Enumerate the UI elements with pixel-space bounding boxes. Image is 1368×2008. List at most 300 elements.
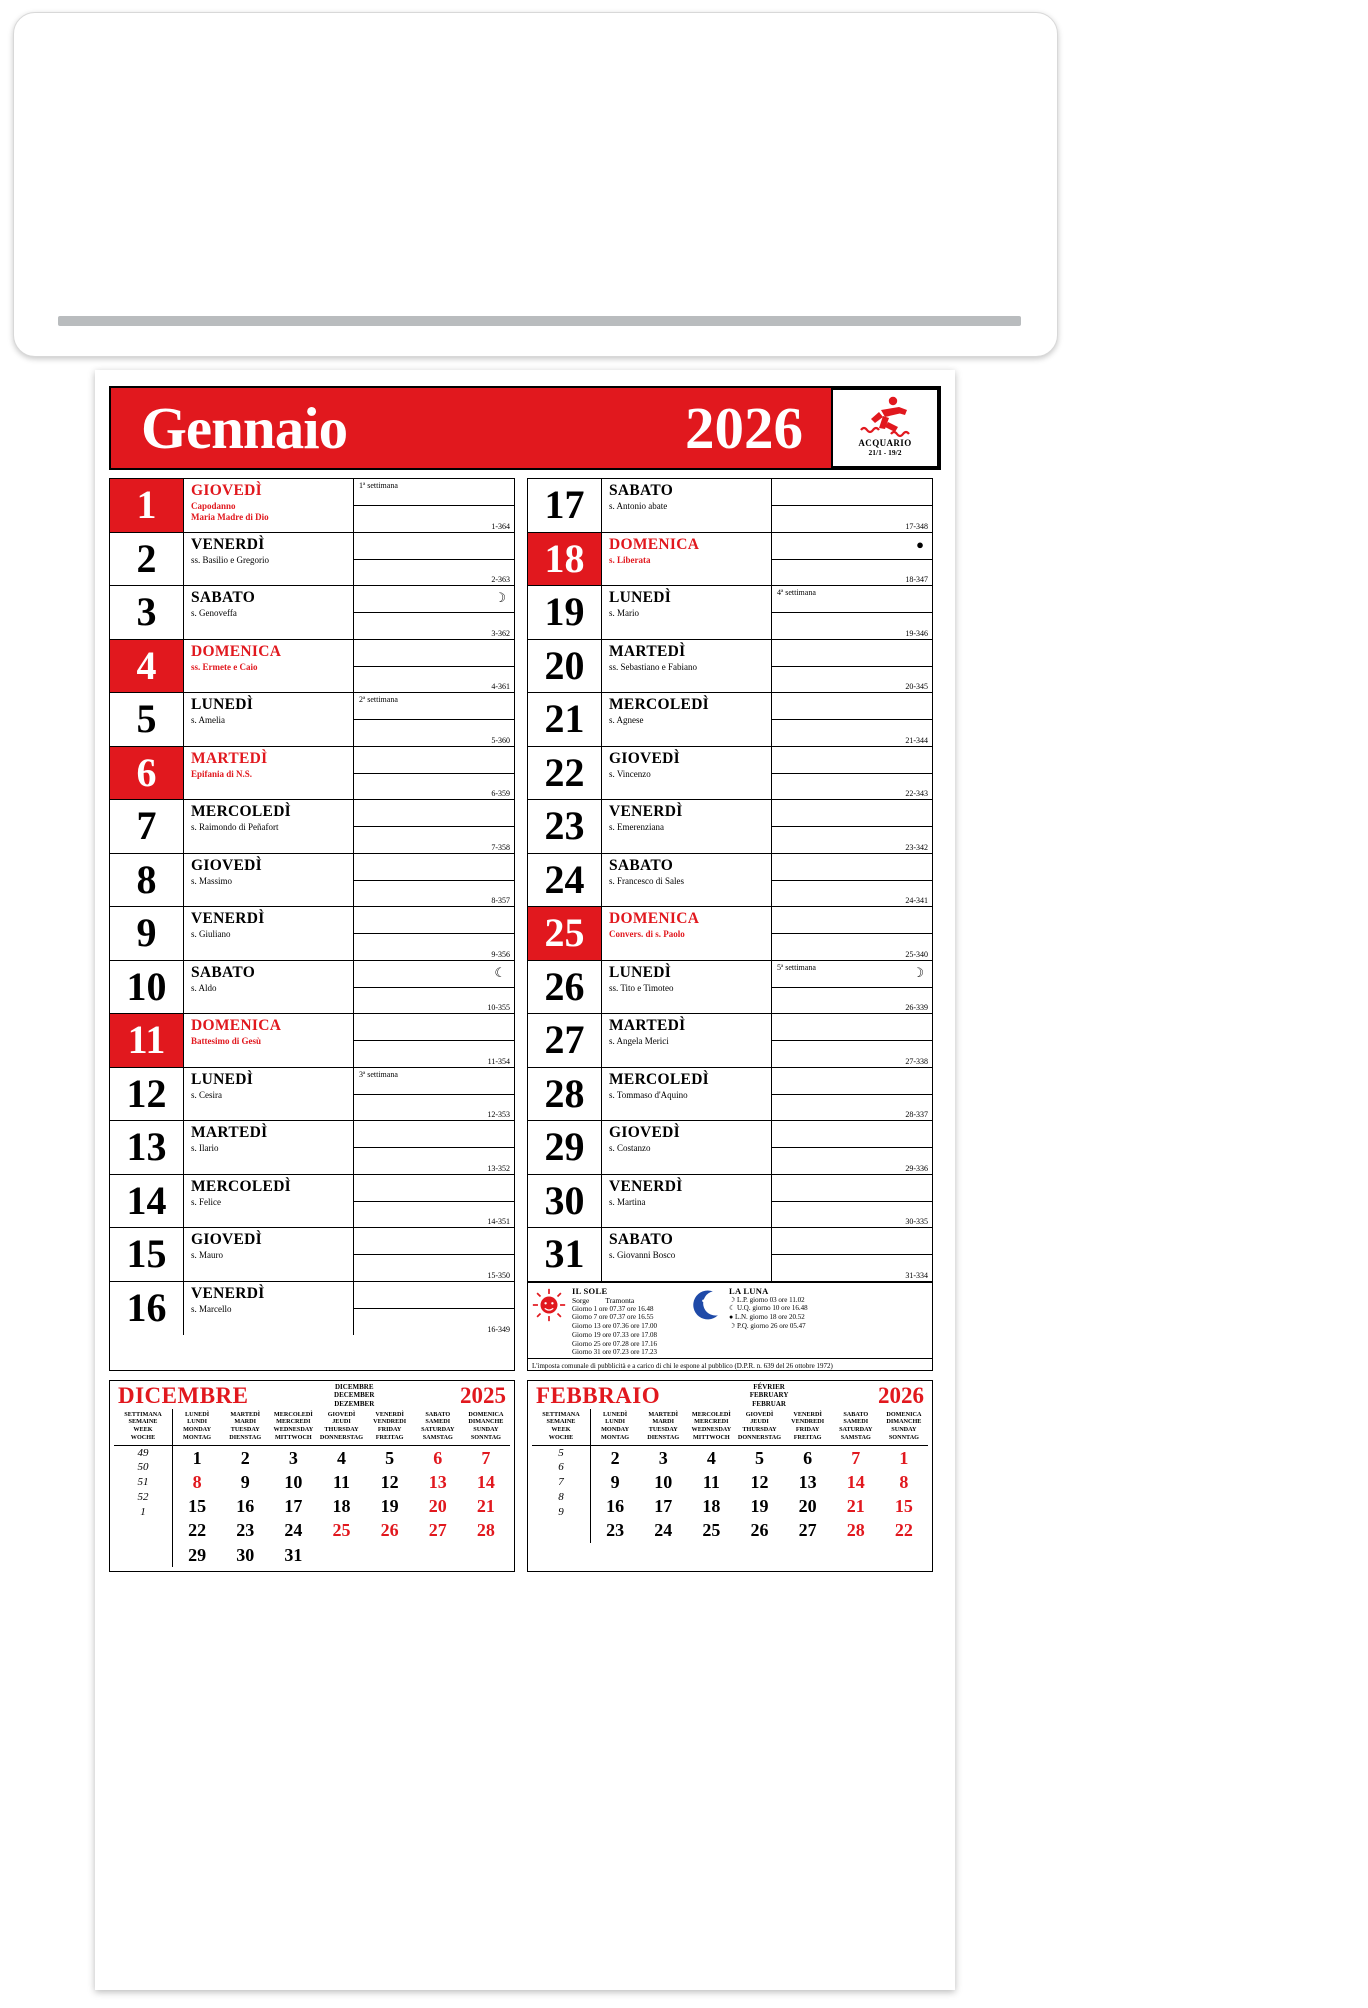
mini-week-column [114, 1409, 172, 1567]
day-row [528, 800, 932, 854]
moon-phase-icon: ☽ [494, 590, 506, 605]
page-title: Gennaio [141, 394, 348, 461]
mini-month-header [110, 1381, 514, 1409]
day-info [184, 1121, 354, 1174]
weekday-label: MARTEDÌ [191, 1124, 268, 1141]
day-progress: 28-337 [905, 1110, 928, 1119]
weekday-label: MERCOLEDÌ [609, 696, 710, 713]
mini-day-cell: 13 [798, 1471, 817, 1492]
mini-day-cell: 26 [380, 1520, 399, 1541]
saint-label: s. Costanzo [609, 1143, 651, 1154]
day-progress: 29-336 [905, 1163, 928, 1173]
zodiac-dates: 21/1 - 19/2 [868, 448, 902, 457]
saint-label: s. Vincenzo [609, 768, 651, 779]
saint-label: s. Martina [609, 1196, 646, 1207]
day-progress: 8-357 [491, 896, 510, 905]
mini-day-cell: 4 [706, 1447, 716, 1468]
weekday-label: VENERDÌ [191, 535, 265, 553]
notes-area[interactable] [354, 533, 514, 586]
day-info [602, 961, 772, 1014]
day-row [110, 479, 514, 533]
saint-label: s. Raimondo di Peñafort [191, 822, 279, 833]
day-info [184, 1228, 354, 1281]
day-progress: 16-349 [487, 1325, 510, 1334]
day-progress: 13-352 [487, 1163, 510, 1173]
notes-area[interactable] [772, 907, 932, 960]
mini-day-cell: 1 [899, 1447, 909, 1468]
day-row [528, 1014, 932, 1068]
mini-day-column [832, 1409, 880, 1543]
note-rule [772, 505, 932, 506]
day-number: 7 [110, 800, 184, 853]
moon-phase-icon: ☾ [494, 964, 506, 980]
day-row [110, 1068, 514, 1122]
week-label: 1ª settimana [359, 481, 398, 490]
day-number: 19 [528, 586, 602, 639]
mini-day-column [639, 1409, 687, 1543]
mini-day-column [366, 1409, 414, 1567]
day-row [110, 1282, 514, 1336]
mini-column-header: LUNEDÌ LUNDI MONDAY MONTAG [173, 1409, 221, 1446]
day-progress: 5-360 [491, 735, 510, 745]
notes-area[interactable] [354, 961, 514, 1014]
day-progress: 1-364 [491, 521, 510, 531]
day-info [602, 1121, 772, 1174]
moon-row: ☽ L.P. giorno 03 ore 11.02 [728, 1295, 805, 1304]
mini-day-column [269, 1409, 317, 1567]
notes-area[interactable] [772, 693, 932, 746]
notes-area[interactable] [354, 693, 514, 746]
saint-label: s. Ilario [191, 1143, 219, 1154]
mini-day-cell: 1 [192, 1447, 202, 1468]
day-progress: 21-344 [905, 735, 928, 745]
mini-day-cell: 18 [332, 1496, 351, 1517]
note-rule [354, 719, 514, 720]
calendar-sheet [95, 370, 955, 1990]
day-row [110, 854, 514, 908]
day-info [184, 747, 354, 800]
moon-row: ● L.N. giorno 18 ore 20.52 [728, 1313, 805, 1321]
note-rule [354, 987, 514, 988]
mini-day-cell: 8 [899, 1471, 909, 1492]
note-rule [772, 826, 932, 827]
day-number: 17 [528, 479, 602, 532]
note-rule [772, 1094, 932, 1095]
day-progress: 2-363 [491, 575, 510, 584]
day-number: 6 [110, 747, 184, 800]
mini-month-name: FEBBRAIO [536, 1382, 661, 1408]
day-info [184, 479, 354, 532]
day-info [602, 640, 772, 693]
notes-area[interactable] [772, 533, 932, 586]
mini-day-cell: 20 [798, 1496, 817, 1517]
mini-day-cell: 23 [236, 1520, 255, 1541]
mini-day-cell: 10 [654, 1471, 673, 1492]
day-progress: 12-353 [487, 1110, 510, 1119]
notes-area[interactable] [772, 800, 932, 853]
note-rule [354, 612, 514, 613]
day-row [110, 961, 514, 1015]
day-info [184, 1282, 354, 1336]
saint-label: Capodanno Maria Madre di Dio [191, 501, 269, 522]
notes-area[interactable] [354, 1014, 514, 1067]
mini-week-number: 50 [137, 1461, 149, 1474]
weekday-label: VENERDÌ [191, 910, 265, 927]
notes-area[interactable] [354, 1282, 514, 1336]
note-rule [354, 1308, 514, 1309]
day-number: 28 [528, 1068, 602, 1121]
sun-row: Giorno 1 ore 07.37 ore 16.48 [572, 1304, 654, 1313]
sun-title: IL SOLE [572, 1285, 608, 1296]
day-row [528, 533, 932, 587]
mini-day-cell: 26 [750, 1520, 769, 1541]
day-row [528, 586, 932, 640]
day-progress: 3-362 [491, 628, 510, 638]
day-row [528, 640, 932, 694]
mini-day-cell: 16 [236, 1496, 255, 1517]
moon-block [723, 1286, 814, 1331]
notes-area[interactable] [354, 907, 514, 960]
mini-week-number: 52 [137, 1491, 149, 1504]
moon-icon [689, 1288, 723, 1322]
day-number: 21 [528, 693, 602, 746]
saint-label: ss. Ermete e Caio [191, 661, 258, 672]
weekday-label: DOMENICA [191, 642, 282, 660]
mini-day-cell: 17 [654, 1496, 673, 1517]
day-row [528, 1175, 932, 1229]
mini-week-number: 49 [137, 1446, 149, 1459]
mini-day-column [784, 1409, 832, 1543]
day-row [110, 1228, 514, 1282]
weekday-label: GIOVEDÌ [191, 1231, 263, 1248]
note-rule [354, 1147, 514, 1148]
day-progress: 4-361 [491, 682, 510, 691]
saint-label: s. Giovanni Bosco [609, 1250, 676, 1261]
notes-area[interactable] [772, 1068, 932, 1121]
sun-row: Giorno 25 ore 07.28 ore 17.16 [572, 1339, 657, 1348]
saint-label: Convers. di s. Paolo [609, 929, 685, 940]
saint-label: s. Massimo [191, 875, 233, 886]
mini-month-name: DICEMBRE [118, 1382, 249, 1408]
mini-week-number: 9 [558, 1505, 564, 1518]
mini-day-cell: 24 [284, 1520, 303, 1541]
sun-col-set: Tramonta [605, 1295, 635, 1305]
sun-col-rise: Sorge [572, 1295, 590, 1305]
day-number: 29 [528, 1121, 602, 1174]
mini-column-header: MARTEDÌ MARDI TUESDAY DIENSTAG [639, 1409, 687, 1446]
day-number: 23 [528, 800, 602, 853]
day-info [602, 854, 772, 907]
mini-month-year: 2025 [460, 1382, 506, 1408]
weekday-label: LUNEDÌ [191, 1070, 254, 1088]
day-number: 15 [110, 1228, 184, 1281]
day-number: 22 [528, 747, 602, 800]
day-progress: 27-338 [905, 1056, 928, 1066]
notes-area[interactable] [354, 747, 514, 800]
day-row [528, 1228, 932, 1282]
mini-column-header: LUNEDÌ LUNDI MONDAY MONTAG [591, 1409, 639, 1446]
notes-area[interactable] [772, 479, 932, 532]
day-info [602, 586, 772, 639]
zodiac-badge [831, 388, 939, 468]
notes-area[interactable] [354, 800, 514, 853]
mini-column-header: SETTIMANA SEMAINE WEEK WOCHE [114, 1409, 172, 1446]
saint-label: s. Liberata [609, 554, 651, 565]
day-info [184, 854, 354, 907]
day-number: 13 [110, 1121, 184, 1174]
moon-rows [729, 1296, 808, 1331]
day-row [528, 961, 932, 1015]
mini-day-cell: 5 [385, 1447, 395, 1468]
day-progress: 7-358 [491, 842, 510, 852]
day-info [184, 961, 354, 1014]
mini-day-cell: 12 [380, 1471, 399, 1492]
note-rule [354, 1201, 514, 1202]
mini-day-cell: 31 [284, 1544, 303, 1565]
day-info [602, 1068, 772, 1121]
mini-day-cell: 25 [332, 1520, 351, 1541]
day-row [528, 1068, 932, 1122]
mini-column-header: SABATO SAMEDI SATURDAY SAMSTAG [832, 1409, 880, 1446]
mini-day-cell: 19 [750, 1496, 769, 1517]
note-rule [772, 880, 932, 881]
weekday-label: MERCOLEDÌ [191, 803, 292, 820]
moon-row: ☽ P.Q. giorno 26 ore 05.47 [728, 1321, 806, 1330]
note-rule [772, 559, 932, 560]
notes-area[interactable] [354, 640, 514, 693]
notes-area[interactable] [772, 854, 932, 907]
mini-month-grid [528, 1409, 932, 1547]
day-row [110, 907, 514, 961]
weekday-label: GIOVEDÌ [609, 749, 681, 767]
mini-day-cell: 18 [702, 1496, 721, 1517]
day-row [110, 747, 514, 801]
mini-column-header: VENERDÌ VENDREDI FRIDAY FREITAG [784, 1409, 832, 1446]
day-info [184, 1068, 354, 1121]
mini-day-cell: 6 [433, 1447, 443, 1468]
mini-week-number: 8 [558, 1491, 564, 1504]
day-progress: 22-343 [905, 789, 928, 798]
note-rule [354, 880, 514, 881]
weekday-label: GIOVEDÌ [191, 482, 263, 499]
mini-day-cell: 9 [240, 1471, 250, 1492]
day-progress: 9-356 [491, 949, 510, 959]
mini-day-cell: 27 [798, 1520, 817, 1541]
day-info [602, 533, 772, 586]
day-number: 2 [110, 533, 184, 586]
notes-area[interactable] [354, 586, 514, 639]
mini-day-column [687, 1409, 735, 1543]
sun-icon [532, 1288, 566, 1322]
weekday-label: DOMENICA [609, 910, 700, 927]
mini-week-number: 5 [558, 1446, 564, 1459]
day-info [602, 1014, 772, 1067]
day-info [184, 693, 354, 746]
day-number: 12 [110, 1068, 184, 1121]
weekday-label: VENERDÌ [191, 1284, 265, 1302]
day-number: 16 [110, 1282, 184, 1336]
day-number: 14 [110, 1175, 184, 1228]
notes-area[interactable] [772, 961, 932, 1014]
note-rule [772, 1040, 932, 1041]
mini-day-cell: 19 [380, 1496, 399, 1517]
mini-day-cell: 17 [284, 1496, 303, 1517]
moon-title: LA LUNA [728, 1285, 769, 1296]
note-rule [354, 773, 514, 774]
weekday-label: DOMENICA [609, 535, 700, 553]
notes-area[interactable] [772, 586, 932, 639]
day-row [528, 479, 932, 533]
notes-area[interactable] [354, 1121, 514, 1174]
day-number: 4 [110, 640, 184, 693]
note-rule [354, 505, 514, 506]
sun-rows [572, 1305, 657, 1358]
mini-day-cell: 11 [702, 1471, 720, 1492]
day-number: 30 [528, 1175, 602, 1228]
day-row [110, 640, 514, 694]
weekday-label: MARTEDÌ [609, 1017, 686, 1034]
day-row [528, 1121, 932, 1175]
day-progress: 31-334 [905, 1270, 928, 1280]
year-label: 2026 [685, 394, 803, 461]
week-label: 4ª settimana [777, 588, 816, 597]
mini-day-cell: 28 [846, 1520, 865, 1541]
day-row [110, 1014, 514, 1068]
mini-day-column [591, 1409, 639, 1543]
day-number: 24 [528, 854, 602, 907]
mini-column-header: DOMENICA DIMANCHE SUNDAY SONNTAG [462, 1409, 510, 1446]
day-progress: 30-335 [905, 1217, 928, 1226]
notes-area[interactable] [772, 1014, 932, 1067]
mini-day-cell: 11 [332, 1471, 350, 1492]
mini-month-alt-names: DICEMBRE DECEMBER DEZEMBER [334, 1383, 375, 1408]
mini-day-cell: 15 [188, 1496, 207, 1517]
mini-day-cell: 3 [288, 1447, 298, 1468]
mini-day-cell: 5 [754, 1447, 764, 1468]
day-progress: 25-340 [905, 949, 928, 959]
mini-column-header: DOMENICA DIMANCHE SUNDAY SONNTAG [880, 1409, 928, 1446]
moon-phase-icon: ● [916, 536, 924, 552]
week-label: 2ª settimana [359, 695, 398, 704]
week-label: 5ª settimana [777, 962, 816, 972]
notes-area[interactable] [772, 1121, 932, 1174]
mini-day-column [735, 1409, 783, 1543]
notes-area[interactable] [772, 640, 932, 693]
mini-day-cell: 30 [236, 1544, 255, 1565]
weekday-label: MERCOLEDÌ [191, 1177, 292, 1195]
day-info [602, 479, 772, 532]
day-info [184, 1014, 354, 1067]
saint-label: s. Antonio abate [609, 501, 668, 512]
day-row [528, 854, 932, 908]
weekday-label: LUNEDÌ [609, 589, 672, 606]
mini-day-cell: 21 [476, 1496, 495, 1517]
mini-day-cell: 10 [284, 1471, 303, 1492]
day-progress: 17-348 [905, 521, 928, 531]
weekday-label: SABATO [191, 589, 256, 606]
weekday-label: GIOVEDÌ [191, 856, 263, 874]
notes-area[interactable] [354, 1228, 514, 1281]
notes-area[interactable] [354, 1175, 514, 1228]
saint-label: Epifania di N.S. [191, 768, 253, 779]
day-info [602, 1175, 772, 1228]
mini-day-column [414, 1409, 462, 1567]
notes-area[interactable] [354, 854, 514, 907]
mini-month-header [528, 1381, 932, 1409]
sun-row: Giorno 13 ore 07.36 ore 17.00 [572, 1322, 657, 1330]
notes-area[interactable] [354, 1068, 514, 1121]
day-info [184, 533, 354, 586]
mini-column-header: MARTEDÌ MARDI TUESDAY DIENSTAG [221, 1409, 269, 1446]
legal-note: L'imposta comunale di pubblicità e a carico di chi le espone al pubblico (D.P.R. n. 639 del 26 ottobre 1972) [528, 1358, 932, 1370]
notes-area[interactable] [772, 1228, 932, 1281]
mini-day-cell: 14 [846, 1471, 865, 1492]
saint-label: s. Francesco di Sales [609, 875, 684, 886]
mini-day-cell: 14 [476, 1471, 495, 1492]
notes-area[interactable] [772, 747, 932, 800]
day-progress: 6-359 [491, 789, 510, 798]
mini-day-column [221, 1409, 269, 1567]
notes-area[interactable] [354, 479, 514, 532]
day-row [528, 907, 932, 961]
day-info [602, 693, 772, 746]
weekday-label: SABATO [609, 1231, 674, 1248]
day-number: 3 [110, 586, 184, 639]
note-rule [772, 987, 932, 988]
sun-row: Giorno 19 ore 07.33 ore 17.08 [572, 1330, 657, 1339]
day-info [602, 1228, 772, 1281]
mini-day-cell: 15 [894, 1496, 913, 1517]
saint-label: s. Giuliano [191, 929, 231, 940]
blank-header-card [13, 12, 1058, 357]
notes-area[interactable] [772, 1175, 932, 1228]
sun-row: Giorno 31 ore 07.23 ore 17.23 [572, 1348, 657, 1357]
mini-day-cell: 7 [851, 1447, 861, 1468]
mini-column-header: GIOVEDÌ JEUDI THURSDAY DONNERSTAG [735, 1409, 783, 1446]
day-progress: 15-350 [487, 1270, 510, 1280]
mini-day-cell: 3 [658, 1447, 668, 1468]
weekday-label: MERCOLEDÌ [609, 1070, 710, 1088]
day-column-left [109, 478, 515, 1371]
mini-month [109, 1380, 515, 1572]
mini-column-header: SETTIMANA SEMAINE WEEK WOCHE [532, 1409, 590, 1446]
mini-day-cell: 12 [750, 1471, 769, 1492]
mini-day-cell: 7 [481, 1447, 491, 1468]
saint-label: ss. Basilio e Gregorio [191, 554, 269, 565]
mini-month-year: 2026 [877, 1382, 924, 1408]
note-rule [772, 1201, 932, 1202]
mini-day-column [880, 1409, 928, 1543]
mini-day-cell: 16 [606, 1496, 625, 1517]
mini-day-cell: 24 [654, 1520, 673, 1541]
month-title-bar [109, 386, 941, 470]
mini-day-column [173, 1409, 221, 1567]
day-number: 1 [110, 479, 184, 532]
mini-day-cell: 22 [894, 1520, 913, 1541]
day-row [528, 747, 932, 801]
mini-day-cell: 4 [336, 1447, 346, 1468]
note-rule [354, 1254, 514, 1255]
mini-day-cell: 22 [188, 1520, 207, 1541]
weekday-label: VENERDÌ [609, 803, 683, 820]
saint-label: s. Mauro [191, 1250, 223, 1261]
mini-day-column [317, 1409, 365, 1567]
mini-column-header: MERCOLEDÌ MERCREDI WEDNESDAY MITTWOCH [687, 1409, 735, 1446]
day-number: 8 [110, 854, 184, 907]
day-info [602, 800, 772, 853]
day-info [184, 586, 354, 639]
day-number: 10 [110, 961, 184, 1014]
